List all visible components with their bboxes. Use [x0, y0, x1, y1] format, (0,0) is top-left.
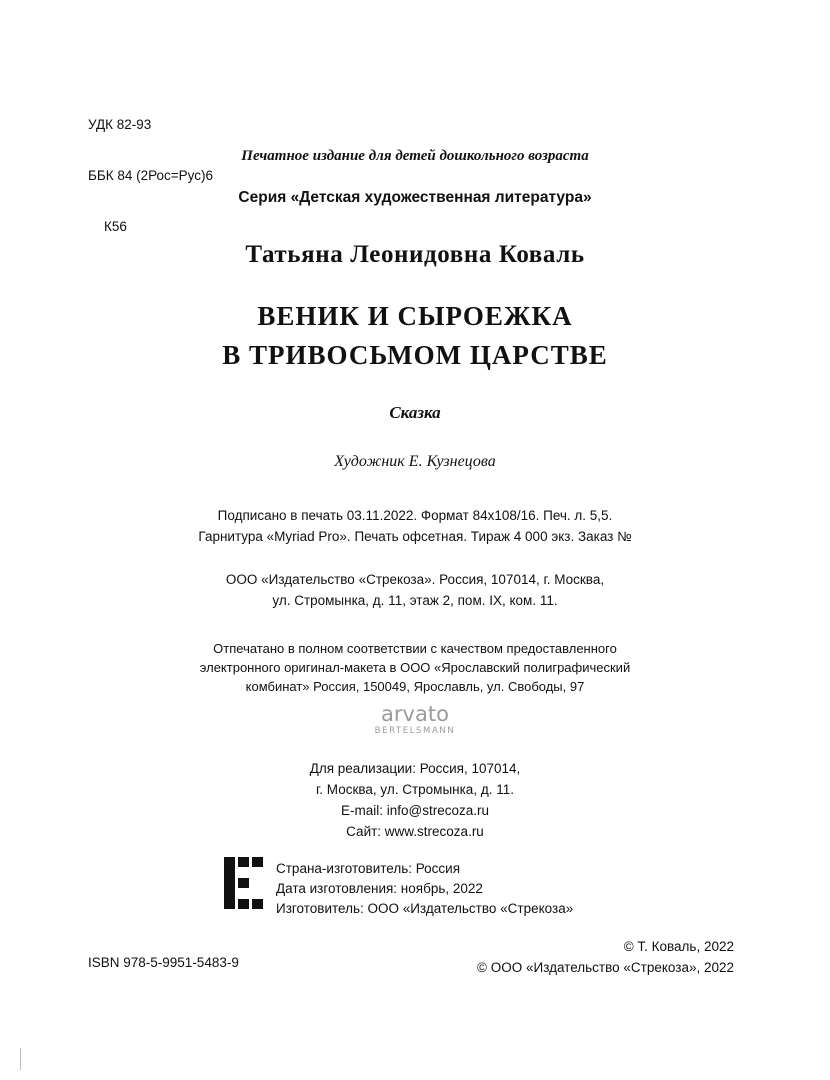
manufacturer-text [276, 855, 573, 919]
book-title-line-1: ВЕНИК И СЫРОЕЖКА [257, 301, 573, 331]
sales-contact [0, 758, 830, 842]
imprint-details [0, 505, 830, 547]
author-code: К56 [104, 219, 127, 234]
manufacturer-name: Изготовитель: ООО «Издательство «Стрекоза» [276, 901, 574, 916]
bertelsmann-subtitle: BERTELSMANN [374, 726, 456, 736]
edition-note: Печатное издание для детей дошкольного возраста [241, 148, 589, 164]
artist-credit: Художник Е. Кузнецова [334, 453, 496, 470]
publisher-line-2: ул. Стромынка, д. 11, этаж 2, пом. IX, ком. 11. [272, 593, 558, 608]
sales-website: Сайт: www.strecoza.ru [346, 823, 484, 839]
copyright-block [477, 936, 734, 978]
country-of-manufacture: Страна-изготовитель: Россия [276, 861, 461, 876]
isbn-number: ISBN 978-5-9951-5483-9 [88, 955, 239, 970]
sales-email: E-mail: info@strecoza.ru [341, 802, 489, 818]
date-of-manufacture: Дата изготовления: ноябрь, 2022 [276, 881, 483, 896]
bbk-code: ББК 84 (2Рос=Рус)6 [88, 168, 214, 183]
author-name: Татьяна Леонидовна Коваль [245, 241, 585, 268]
printing-house-info [0, 639, 830, 696]
copyright-author: © Т. Коваль, 2022 [623, 939, 734, 954]
book-title [0, 297, 830, 375]
eac-conformity-icon [222, 855, 268, 911]
printing-line-3: комбинат» Россия, 150049, Ярославль, ул. Свободы, 97 [245, 679, 585, 694]
publisher-address [0, 569, 830, 611]
series-name: Серия «Детская художественная литература» [238, 189, 592, 206]
arvato-wordmark: arvato [381, 702, 449, 726]
sales-line-1: Для реализации: Россия, 107014, [309, 760, 521, 776]
udk-code: УДК 82-93 [88, 117, 152, 132]
imprint-line-1: Подписано в печать 03.11.2022. Формат 84х108/16. Печ. л. 5,5. [217, 508, 613, 523]
sales-line-2: г. Москва, ул. Стромынка, д. 11. [316, 781, 514, 797]
genre-label: Сказка [389, 403, 441, 422]
imprint-line-2: Гарнитура «Myriad Pro». Печать офсетная. Тираж 4 000 экз. Заказ № [198, 529, 632, 544]
arvato-logo [0, 704, 830, 736]
printing-line-2: электронного оригинал-макета в ООО «Ярославский полиграфический [199, 660, 631, 675]
printing-line-1: Отпечатано в полном соответствии с качеством предоставленного [213, 641, 617, 656]
copyright-publisher: © ООО «Издательство «Стрекоза», 2022 [477, 960, 734, 975]
crop-mark-vertical [20, 1048, 21, 1070]
crop-mark [10, 1048, 32, 1070]
publisher-line-1: ООО «Издательство «Стрекоза». Россия, 107014, г. Москва, [225, 572, 605, 587]
manufacturer-info [222, 855, 573, 919]
main-column [0, 148, 830, 868]
book-title-line-2: В ТРИВОСЬМОМ ЦАРСТВЕ [222, 340, 608, 370]
